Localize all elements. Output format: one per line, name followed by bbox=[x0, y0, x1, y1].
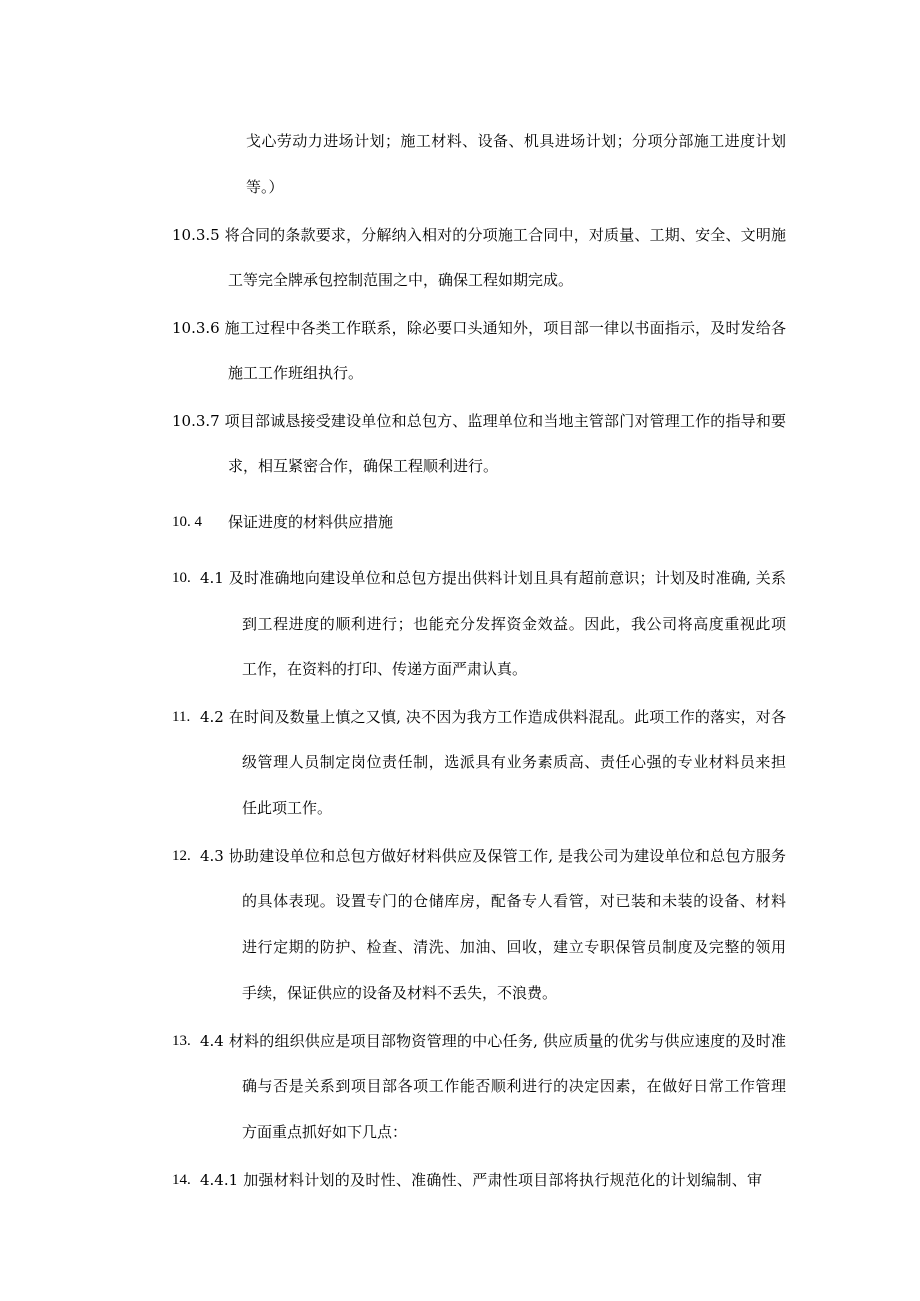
clause-10-3-6-line-2: 施工工作班组执行。 bbox=[228, 364, 364, 382]
list-item-number: 12. bbox=[172, 848, 191, 864]
clause-10-3-5-line-1: 10.3.5 将合同的条款要求，分解纳入相对的分项施工合同中，对质量、工期、安全、文明施 bbox=[172, 226, 786, 244]
list-item-line: 4.4 材料的组织供应是项目部物资管理的中心任务, 供应质量的优劣与供应速度的及时准 bbox=[200, 1032, 786, 1050]
list-item-number: 14. bbox=[172, 1172, 191, 1188]
list-item-line: 级管理人员制定岗位责任制，选派具有业务素质高、责任心强的专业材料员来担 bbox=[242, 753, 786, 771]
list-item-line: 任此项工作。 bbox=[242, 799, 333, 817]
list-item-line: 4.2 在时间及数量上慎之又慎, 决不因为我方工作造成供料混乱。此项工作的落实，对各 bbox=[200, 708, 786, 726]
list-item-number: 13. bbox=[172, 1033, 191, 1049]
list-item-line: 到工程进度的顺利进行；也能充分发挥资金效益。因此，我公司将高度重视此项 bbox=[242, 615, 786, 633]
list-item-line: 确与否是关系到项目部各项工作能否顺利进行的决定因素，在做好日常工作管理 bbox=[242, 1077, 786, 1095]
paragraph-continuation-line-1: 戈心劳动力进场计划；施工材料、设备、机具进场计划；分项分部施工进度计划 bbox=[246, 132, 786, 150]
list-item-line: 进行定期的防护、检查、清洗、加油、回收，建立专职保管员制度及完整的领用 bbox=[242, 938, 786, 956]
section-title: 保证进度的材料供应措施 bbox=[228, 513, 394, 531]
list-item-line: 手续，保证供应的设备及材料不丢失，不浪费。 bbox=[242, 984, 558, 1002]
list-item-line: 方面重点抓好如下几点： bbox=[242, 1123, 408, 1141]
list-item-line: 工作，在资料的打印、传递方面严肃认真。 bbox=[242, 660, 528, 678]
list-item-line: 4.3 协助建设单位和总包方做好材料供应及保管工作, 是我公司为建设单位和总包方服务 bbox=[200, 847, 786, 865]
list-item-line: 4.1 及时准确地向建设单位和总包方提出供料计划且具有超前意识；计划及时准确, 关系 bbox=[200, 569, 786, 587]
clause-10-3-7-line-2: 求，相互紧密合作，确保工程顺利进行。 bbox=[228, 457, 499, 475]
list-item-line: 4.4.1 加强材料计划的及时性、准确性、严肃性项目部将执行规范化的计划编制、审 bbox=[200, 1171, 762, 1189]
clause-10-3-5-line-2: 工等完全牌承包控制范围之中，确保工程如期完成。 bbox=[228, 271, 574, 289]
list-item-number: 10. bbox=[172, 570, 191, 586]
list-item-number: 11. bbox=[172, 709, 191, 725]
section-number: 10. 4 bbox=[172, 514, 202, 530]
clause-10-3-7-line-1: 10.3.7 项目部诚恳接受建设单位和总包方、监理单位和当地主管部门对管理工作的指导和要 bbox=[172, 412, 786, 430]
list-item-line: 的具体表现。设置专门的仓储库房，配备专人看管，对已装和未装的设备、材料 bbox=[242, 892, 786, 910]
paragraph-continuation-line-2: 等。） bbox=[246, 178, 284, 196]
clause-10-3-6-line-1: 10.3.6 施工过程中各类工作联系，除必要口头通知外，项目部一律以书面指示，及时发给各 bbox=[172, 319, 786, 337]
